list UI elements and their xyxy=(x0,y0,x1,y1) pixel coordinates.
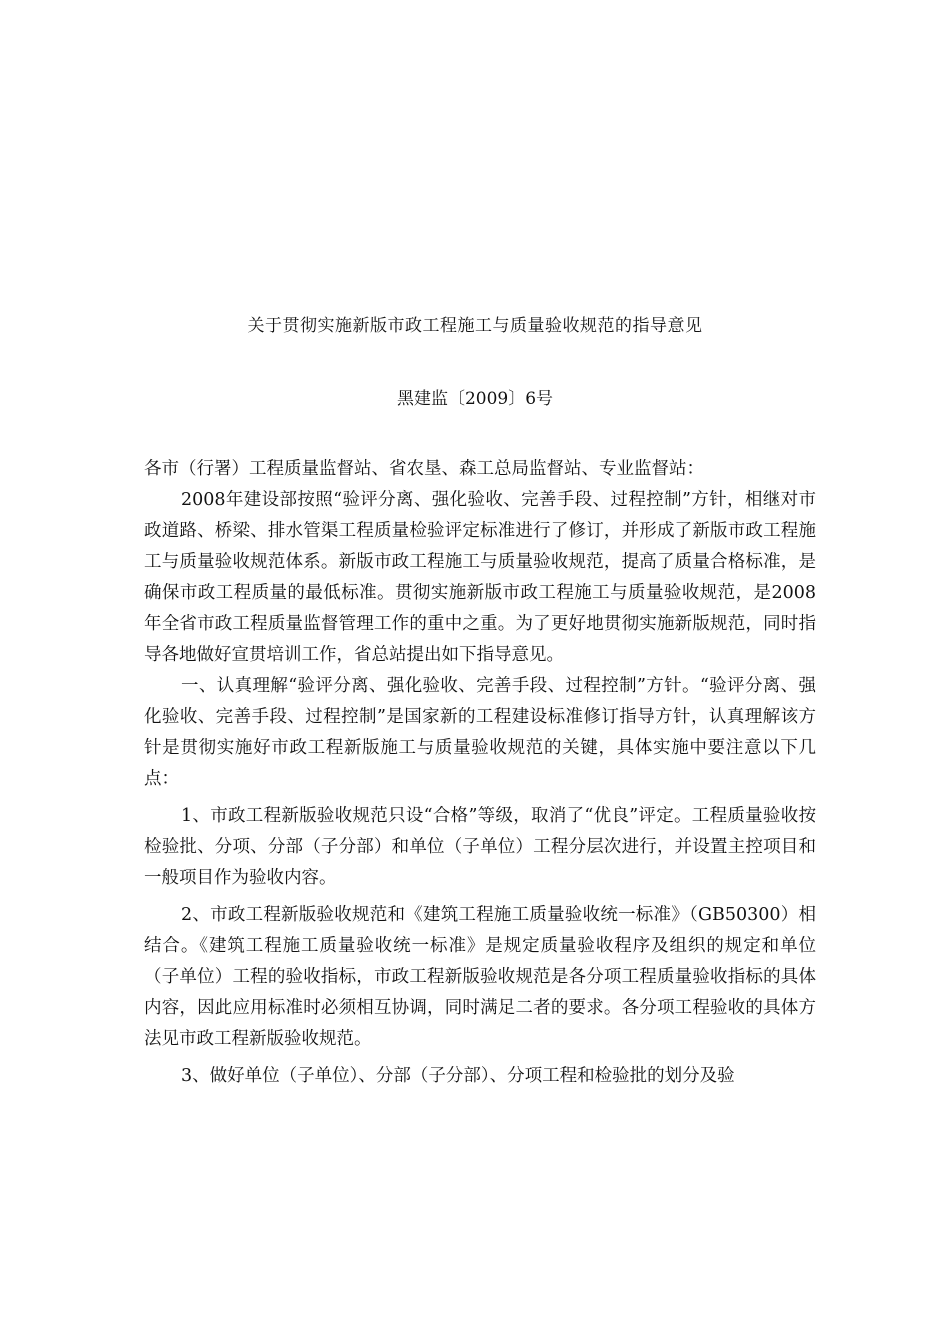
paragraph: 1、市政工程新版验收规范只设“合格”等级，取消了“优良”评定。工程质量验收按检验批、分项、分部（子分部）和单位（子单位）工程分层次进行，并设置主控项目和一般项目作为验收内容。 xyxy=(144,806,816,888)
document-number: 黑建监〔2009〕6号 xyxy=(396,389,554,409)
paragraph: 一、认真理解“验评分离、强化验收、完善手段、过程控制”方针。“验评分离、强化验收、完善手段、过程控制”是国家新的工程建设标准修订指导方针，认真理解该方针是贯彻实施好市政工程新版施工与质量验收规范的关键，具体实施中要注意以下几点： xyxy=(144,676,816,789)
paragraph: 2008年建设部按照“验评分离、强化验收、完善手段、过程控制”方针，相继对市政道路、桥梁、排水管渠工程质量检验评定标准进行了修订，并形成了新版市政工程施工与质量验收规范体系。新版市政工程施工与质量验收规范，提高了质量合格标准，是确保市政工程质量的最低标准。贯彻实施新版市政工程施工与质量验收规范，是2008年全省市政工程质量监督管理工作的重中之重。为了更好地贯彻实施新版规范，同时指导各地做好宣贯培训工作，省总站提出如下指导意见。 xyxy=(144,490,816,665)
paragraph: 2、市政工程新版验收规范和《建筑工程施工质量验收统一标准》（GB50300）相结合。《建筑工程施工质量验收统一标准》是规定质量验收程序及组织的规定和单位（子单位）工程的验收指标，市政工程新版验收规范是各分项工程质量验收指标的具体内容，因此应用标准时必须相互协调，同时满足二者的要求。各分项工程验收的具体方法见市政工程新版验收规范。 xyxy=(144,905,816,1049)
paragraph: 3、做好单位（子单位）、分部（子分部）、分项工程和检验批的划分及验 xyxy=(181,1066,735,1086)
salutation: 各市（行署）工程质量监督站、省农垦、森工总局监督站、专业监督站： xyxy=(144,459,704,479)
document-body xyxy=(144,454,816,1092)
document-title: 关于贯彻实施新版市政工程施工与质量验收规范的指导意见 xyxy=(247,316,703,336)
